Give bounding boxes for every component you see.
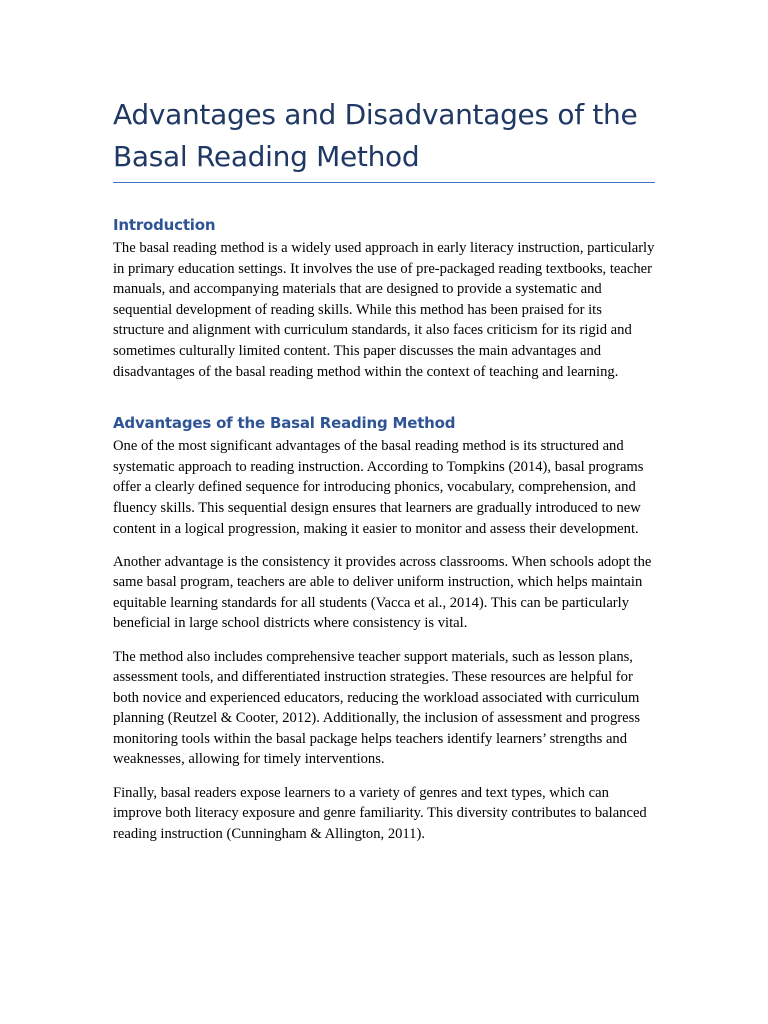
document-page	[113, 94, 655, 844]
introduction-paragraph: The basal reading method is a widely used approach in early literacy instruction, particularly in primary education settings. It involves the use of pre-packaged reading textbooks, teacher manuals, and accompanying materials that are designed to provide a systematic and sequential development of reading skills. While this method has been praised for its structure and alignment with curriculum standards, it also faces criticism for its rigid and sometimes culturally limited content. This paper discusses the main advantages and disadvantages of the basal reading method within the context of teaching and learning.	[113, 240, 655, 380]
advantages-paragraph-2: Another advantage is the consistency it provides across classrooms. When schools adopt the same basal program, teachers are able to deliver uniform instruction, which helps maintain equitable learning standards for all students (Vacca et al., 2014). This can be particularly beneficial in large school districts where consistency is vital.	[113, 553, 652, 632]
section-heading-introduction: Introduction	[113, 216, 216, 234]
section-heading-advantages: Advantages of the Basal Reading Method	[113, 414, 456, 433]
advantages-paragraph-4: Finally, basal readers expose learners to a variety of genres and text types, which can improve both literacy exposure and genre familiarity. This diversity contributes to balanced reading instruction (Cunningham & Allington, 2011).	[113, 784, 647, 842]
document-title: Advantages and Disadvantages of the Basal Reading Method	[113, 98, 638, 173]
title-underline-rule	[113, 182, 655, 183]
advantages-paragraph-3: The method also includes comprehensive teacher support materials, such as lesson plans, assessment tools, and differentiated instruction strategies. These resources are helpful for both novice and experienced educators, reducing the workload associated with curriculum planning (Reutzel & Cooter, 2012). Additionally, the inclusion of assessment and progress monitoring tools within the basal package helps teachers identify learners’ strengths and weaknesses, allowing for timely interventions.	[113, 648, 640, 768]
advantages-paragraph-1: One of the most significant advantages of the basal reading method is its structured and systematic approach to reading instruction. According to Tompkins (2014), basal programs offer a clearly defined sequence for introducing phonics, vocabulary, comprehension, and fluency skills. This sequential design ensures that learners are gradually introduced to new content in a logical progression, making it easier to monitor and assess their development.	[113, 438, 644, 537]
